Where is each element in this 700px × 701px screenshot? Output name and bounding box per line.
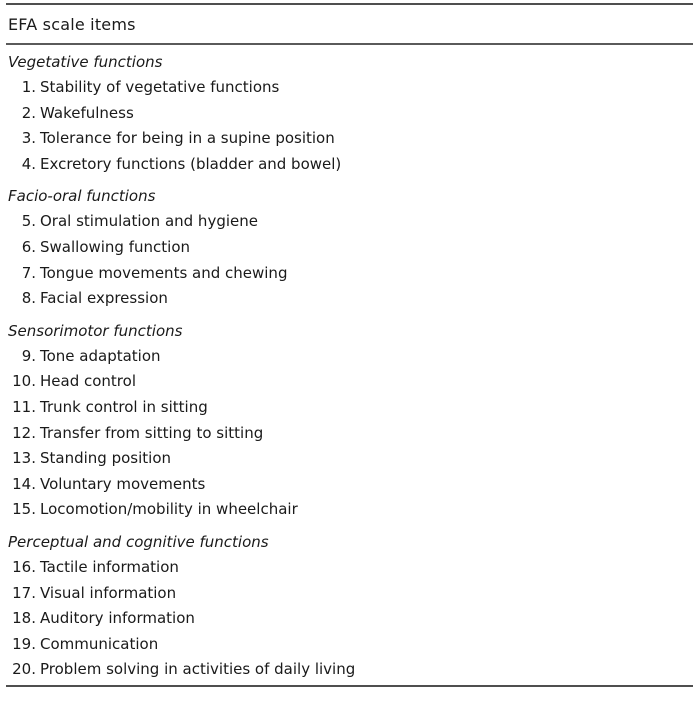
item-label: Tactile information bbox=[40, 557, 179, 576]
item-label: Tongue movements and chewing bbox=[40, 263, 288, 282]
item-label: Tolerance for being in a supine position bbox=[40, 129, 335, 148]
list-item bbox=[8, 261, 693, 287]
item-number: 11. bbox=[12, 397, 36, 416]
list-item bbox=[8, 421, 693, 447]
list-item bbox=[8, 101, 693, 127]
table-header bbox=[6, 5, 693, 43]
table-title: EFA scale items bbox=[8, 14, 136, 34]
list-item bbox=[8, 235, 693, 261]
item-number: 10. bbox=[12, 372, 36, 391]
item-label: Voluntary movements bbox=[40, 474, 206, 493]
item-number: 14. bbox=[12, 474, 36, 493]
item-label: Problem solving in activities of daily living bbox=[40, 660, 356, 679]
section-heading: Vegetative functions bbox=[8, 53, 163, 71]
list-item bbox=[8, 497, 693, 523]
list-item bbox=[8, 472, 693, 498]
list-item bbox=[8, 555, 693, 581]
section-sensorimotor bbox=[8, 318, 693, 523]
list-item bbox=[8, 126, 693, 152]
list-item bbox=[8, 606, 693, 632]
list-item bbox=[8, 369, 693, 395]
item-label: Tone adaptation bbox=[40, 346, 161, 365]
list-item bbox=[8, 75, 693, 101]
section-perceptual-cognitive bbox=[8, 529, 693, 683]
item-label: Excretory functions (bladder and bowel) bbox=[40, 154, 342, 173]
list-item bbox=[8, 152, 693, 178]
item-label: Wakefulness bbox=[40, 103, 134, 122]
item-number: 17. bbox=[12, 583, 36, 602]
item-number: 8. bbox=[21, 289, 36, 308]
item-number: 18. bbox=[12, 609, 36, 628]
item-label: Communication bbox=[40, 634, 159, 653]
section-heading: Sensorimotor functions bbox=[8, 321, 183, 340]
item-label: Standing position bbox=[40, 449, 172, 468]
item-label: Stability of vegetative functions bbox=[40, 78, 280, 96]
bottom-rule bbox=[6, 685, 693, 687]
section-heading: Facio-oral functions bbox=[8, 187, 156, 206]
item-number: 16. bbox=[12, 557, 36, 576]
item-number: 1. bbox=[21, 78, 36, 96]
item-number: 6. bbox=[21, 237, 36, 256]
item-label: Head control bbox=[40, 372, 136, 391]
list-item bbox=[8, 395, 693, 421]
item-number: 13. bbox=[12, 449, 36, 468]
list-item bbox=[8, 446, 693, 472]
item-label: Locomotion/mobility in wheelchair bbox=[40, 500, 298, 519]
list-item bbox=[8, 632, 693, 658]
item-number: 7. bbox=[21, 263, 36, 282]
item-number: 15. bbox=[12, 500, 36, 519]
item-number: 5. bbox=[21, 212, 36, 231]
item-label: Trunk control in sitting bbox=[40, 397, 208, 416]
list-item bbox=[8, 344, 693, 370]
item-number: 3. bbox=[21, 129, 36, 148]
item-label: Facial expression bbox=[40, 289, 168, 308]
list-item bbox=[8, 657, 693, 683]
item-label: Visual information bbox=[40, 583, 177, 602]
list-item bbox=[8, 286, 693, 312]
item-number: 9. bbox=[21, 346, 36, 365]
item-number: 12. bbox=[12, 423, 36, 442]
list-item bbox=[8, 581, 693, 607]
table-body bbox=[6, 49, 693, 684]
item-label: Swallowing function bbox=[40, 237, 190, 256]
item-number: 4. bbox=[21, 154, 36, 173]
header-rule bbox=[6, 43, 693, 45]
item-label: Transfer from sitting to sitting bbox=[40, 423, 264, 442]
item-number: 20. bbox=[12, 660, 36, 679]
section-facio-oral bbox=[8, 183, 693, 311]
item-label: Auditory information bbox=[40, 609, 195, 628]
item-number: 19. bbox=[12, 634, 36, 653]
item-label: Oral stimulation and hygiene bbox=[40, 212, 258, 231]
list-item bbox=[8, 209, 693, 235]
item-number: 2. bbox=[21, 103, 36, 122]
section-heading: Perceptual and cognitive functions bbox=[8, 532, 269, 551]
section-vegetative bbox=[8, 49, 693, 177]
